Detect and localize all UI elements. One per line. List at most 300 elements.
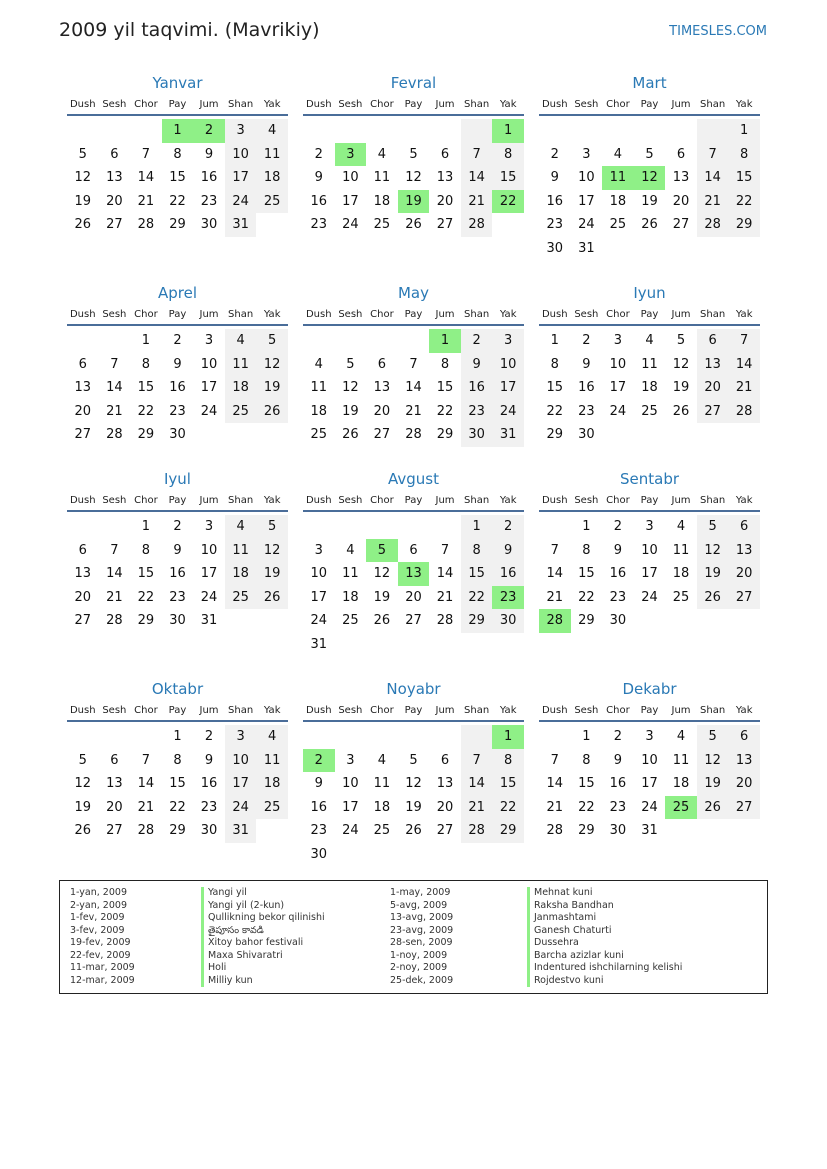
empty-cell	[366, 633, 398, 657]
day-cell: 18	[609, 193, 627, 209]
weekday-header	[303, 490, 524, 512]
day-cell: 19	[74, 193, 92, 209]
day-cell: 20	[436, 193, 454, 209]
empty-cell	[665, 819, 697, 843]
weekday-label: Chor	[370, 99, 394, 110]
month-name: Yanvar	[152, 74, 203, 92]
weekday-label: Dush	[305, 705, 332, 716]
day-cell: 2	[461, 329, 493, 353]
day-cell: 12	[634, 166, 666, 190]
day-cell: 2	[492, 515, 524, 539]
day-grid	[539, 329, 760, 447]
empty-cell	[429, 725, 461, 749]
legend-date: 5-avg, 2009	[390, 899, 448, 911]
month-avgust	[303, 468, 524, 656]
empty-cell	[366, 329, 398, 353]
day-cell: 12	[256, 353, 288, 377]
legend-holiday-name: Mehnat kuni	[527, 887, 682, 900]
day-cell: 4	[676, 729, 686, 744]
day-cell: 12	[405, 170, 422, 185]
day-cell: 26	[697, 586, 729, 610]
weekday-label: Shan	[228, 495, 254, 506]
day-cell: 30	[200, 217, 218, 232]
day-cell: 16	[578, 380, 595, 395]
weekday-label: Dush	[305, 99, 332, 110]
day-cell: 10	[641, 542, 658, 558]
empty-cell	[398, 633, 430, 657]
day-cell: 3	[613, 333, 623, 348]
day-cell: 18	[342, 589, 359, 605]
legend-holiday-name: Milliy kun	[201, 975, 325, 988]
empty-cell	[665, 609, 697, 633]
month-fevral	[303, 72, 524, 237]
day-cell: 19	[672, 380, 690, 395]
day-cell: 11	[373, 170, 391, 185]
day-cell: 27	[697, 400, 729, 424]
day-cell: 11	[641, 356, 658, 372]
weekday-label: Sesh	[102, 495, 127, 506]
weekday-header	[539, 490, 760, 512]
day-cell: 22	[169, 799, 186, 815]
day-cell: 17	[342, 193, 359, 209]
day-cell: 11	[256, 143, 288, 167]
weekday-header	[67, 700, 288, 722]
weekday-label: Dush	[305, 309, 332, 320]
empty-cell	[256, 213, 288, 237]
day-cell: 28	[546, 823, 564, 838]
weekday-label: Yak	[735, 495, 753, 506]
empty-cell	[67, 329, 99, 353]
day-cell: 27	[672, 217, 690, 232]
weekday-label: Chor	[134, 99, 158, 110]
day-cell: 13	[106, 776, 123, 791]
day-cell: 20	[728, 772, 760, 796]
legend-date: 25-dek, 2009	[390, 974, 454, 986]
day-cell: 5	[676, 333, 686, 348]
day-cell: 13	[436, 776, 454, 791]
weekday-label: Sesh	[338, 309, 363, 320]
day-cell: 24	[200, 403, 218, 419]
weekday-label: Shan	[464, 495, 490, 506]
legend-names-left	[201, 887, 325, 987]
day-cell: 19	[256, 562, 288, 586]
day-cell: 23	[169, 589, 186, 605]
weekday-label: Shan	[228, 309, 254, 320]
day-cell: 8	[492, 143, 524, 167]
day-cell: 7	[409, 356, 418, 372]
day-cell: 5	[78, 146, 87, 162]
empty-cell	[67, 119, 99, 143]
day-cell: 19	[405, 799, 422, 815]
day-cell: 9	[461, 353, 493, 377]
weekday-label: Yak	[499, 495, 517, 506]
day-cell: 31	[225, 819, 257, 843]
day-cell: 8	[141, 542, 151, 558]
day-cell: 16	[169, 380, 186, 395]
day-cell: 15	[546, 380, 564, 395]
weekday-label: Yak	[263, 705, 281, 716]
empty-cell	[366, 725, 398, 749]
weekday-header	[67, 94, 288, 116]
weekday-label: Yak	[263, 309, 281, 320]
day-cell: 25	[342, 613, 359, 628]
weekday-label: Pay	[640, 309, 659, 320]
day-cell: 21	[405, 403, 422, 419]
day-cell: 28	[461, 213, 493, 237]
day-cell: 17	[342, 799, 359, 815]
day-cell: 1	[728, 119, 760, 143]
day-cell: 17	[200, 380, 218, 395]
site-link[interactable]: TIMESLES.COM	[669, 24, 767, 39]
day-cell: 10	[200, 356, 218, 372]
day-cell: 4	[377, 752, 387, 768]
weekday-label: Dush	[541, 309, 568, 320]
day-cell: 9	[550, 170, 559, 185]
day-cell: 30	[609, 613, 627, 628]
day-cell: 5	[645, 146, 654, 162]
day-cell: 24	[225, 796, 257, 820]
day-cell: 26	[342, 427, 359, 442]
day-cell: 22	[492, 796, 524, 820]
day-cell: 10	[310, 566, 328, 581]
day-cell: 31	[200, 613, 218, 628]
day-grid	[67, 119, 288, 237]
empty-cell	[99, 329, 131, 353]
day-cell: 5	[256, 329, 288, 353]
weekday-label: Sesh	[102, 309, 127, 320]
weekday-label: Dush	[541, 99, 568, 110]
day-cell: 30	[492, 609, 524, 633]
day-cell: 13	[697, 353, 729, 377]
empty-cell	[571, 119, 603, 143]
day-cell: 27	[106, 217, 123, 232]
legend-holiday-name: Yangi yil (2-kun)	[201, 900, 325, 913]
day-cell: 2	[314, 146, 323, 162]
weekday-label: Chor	[606, 495, 630, 506]
day-cell: 29	[436, 427, 454, 442]
empty-cell	[728, 609, 760, 633]
day-cell: 21	[461, 796, 493, 820]
day-cell: 16	[310, 799, 328, 815]
day-cell: 16	[609, 566, 627, 581]
day-cell: 15	[169, 776, 186, 791]
day-cell: 1	[173, 729, 182, 744]
day-cell: 18	[225, 562, 257, 586]
day-grid	[67, 725, 288, 843]
day-cell: 29	[492, 819, 524, 843]
empty-cell	[303, 119, 335, 143]
day-cell: 17	[492, 376, 524, 400]
day-cell: 25	[641, 403, 658, 419]
day-cell: 20	[106, 193, 123, 209]
legend-holiday-name: తైపూసం కావడి	[201, 925, 325, 938]
day-cell: 6	[409, 542, 418, 558]
day-cell: 9	[314, 170, 323, 185]
day-cell: 3	[225, 725, 257, 749]
day-cell: 23	[169, 403, 186, 419]
legend-holiday-name: Xitoy bahor festivali	[201, 937, 325, 950]
empty-cell	[193, 423, 225, 447]
day-cell: 19	[641, 193, 658, 209]
empty-cell	[225, 609, 257, 633]
day-cell: 25	[672, 589, 690, 605]
legend-holiday-name: Qullikning bekor qilinishi	[201, 912, 325, 925]
day-cell: 17	[641, 776, 658, 791]
day-cell: 22	[137, 403, 155, 419]
day-cell: 8	[461, 539, 493, 563]
weekday-label: Shan	[700, 705, 726, 716]
day-cell: 31	[578, 240, 595, 256]
empty-cell	[429, 633, 461, 657]
weekday-label: Jum	[671, 495, 691, 506]
month-noyabr	[303, 678, 524, 866]
weekday-label: Dush	[69, 495, 96, 506]
day-cell: 13	[74, 380, 92, 395]
empty-cell	[634, 609, 666, 633]
weekday-label: Jum	[199, 309, 219, 320]
day-cell: 9	[204, 146, 214, 162]
day-cell: 4	[613, 146, 623, 162]
day-cell: 26	[256, 586, 288, 610]
legend-dates-right	[390, 887, 453, 987]
day-cell: 18	[310, 403, 328, 419]
weekday-label: Pay	[168, 99, 187, 110]
day-cell: 14	[405, 380, 422, 395]
day-cell: 23	[461, 400, 493, 424]
day-cell: 15	[728, 166, 760, 190]
day-cell: 19	[398, 190, 430, 214]
legend-holiday-name: Maxa Shivaratri	[201, 950, 325, 963]
day-cell: 2	[303, 749, 335, 773]
day-cell: 18	[672, 776, 690, 791]
day-cell: 1	[582, 519, 591, 534]
day-cell: 9	[613, 752, 623, 768]
day-cell: 8	[173, 752, 182, 768]
empty-cell	[335, 119, 367, 143]
day-cell: 28	[461, 819, 493, 843]
empty-cell	[697, 119, 729, 143]
day-grid	[303, 329, 524, 447]
empty-cell	[67, 515, 99, 539]
day-cell: 5	[256, 515, 288, 539]
empty-cell	[728, 237, 760, 261]
day-cell: 27	[728, 796, 760, 820]
day-cell: 30	[546, 240, 564, 256]
legend-date: 3-fev, 2009	[70, 924, 125, 936]
day-cell: 4	[346, 542, 355, 558]
weekday-label: Pay	[640, 705, 659, 716]
day-cell: 9	[314, 776, 323, 791]
day-cell: 24	[641, 799, 658, 815]
day-cell: 15	[492, 772, 524, 796]
day-cell: 14	[137, 776, 155, 791]
day-cell: 23	[609, 589, 627, 605]
day-cell: 15	[578, 566, 595, 581]
day-cell: 23	[609, 799, 627, 815]
day-cell: 20	[74, 589, 92, 605]
day-cell: 17	[200, 566, 218, 581]
weekday-label: Dush	[541, 705, 568, 716]
day-cell: 4	[225, 329, 257, 353]
weekday-label: Pay	[404, 99, 423, 110]
weekday-label: Jum	[671, 309, 691, 320]
month-aprel	[67, 282, 288, 447]
day-cell: 24	[641, 589, 658, 605]
day-cell: 21	[106, 589, 123, 605]
empty-cell	[602, 423, 634, 447]
day-cell: 25	[373, 823, 391, 838]
empty-cell	[398, 843, 430, 867]
day-cell: 13	[436, 170, 454, 185]
day-cell: 9	[582, 356, 591, 372]
legend-date: 11-mar, 2009	[70, 962, 135, 973]
day-cell: 27	[436, 217, 454, 232]
legend-holiday-name: Janmashtami	[527, 912, 682, 925]
day-cell: 24	[578, 217, 595, 232]
day-cell: 5	[697, 515, 729, 539]
day-grid	[539, 515, 760, 633]
day-cell: 7	[440, 542, 450, 558]
weekday-label: Pay	[404, 309, 423, 320]
weekday-label: Yak	[499, 705, 517, 716]
day-cell: 18	[256, 166, 288, 190]
day-cell: 13	[672, 170, 690, 185]
weekday-label: Sesh	[102, 99, 127, 110]
holiday-legend	[59, 880, 768, 994]
day-cell: 5	[346, 356, 355, 372]
empty-cell	[429, 515, 461, 539]
day-cell: 20	[106, 799, 123, 815]
empty-cell	[461, 119, 493, 143]
day-cell: 19	[256, 376, 288, 400]
day-cell: 24	[342, 217, 359, 232]
day-cell: 4	[256, 119, 288, 143]
weekday-label: Chor	[606, 705, 630, 716]
legend-date: 2-noy, 2009	[390, 962, 448, 973]
day-cell: 28	[405, 427, 422, 442]
empty-cell	[366, 119, 398, 143]
month-name: Iyul	[164, 470, 191, 488]
empty-cell	[634, 423, 666, 447]
day-cell: 12	[74, 776, 92, 791]
weekday-label: Pay	[640, 495, 659, 506]
empty-cell	[602, 237, 634, 261]
day-cell: 11	[373, 776, 391, 791]
month-oktabr	[67, 678, 288, 843]
day-cell: 3	[204, 333, 214, 348]
day-cell: 28	[137, 823, 155, 838]
weekday-label: Jum	[435, 495, 455, 506]
empty-cell	[665, 237, 697, 261]
day-cell: 6	[78, 356, 87, 372]
day-cell: 19	[342, 403, 359, 419]
day-cell: 11	[256, 749, 288, 773]
day-cell: 8	[582, 542, 591, 558]
empty-cell	[366, 843, 398, 867]
day-cell: 27	[74, 613, 92, 628]
month-iyul	[67, 468, 288, 633]
day-cell: 20	[728, 562, 760, 586]
day-cell: 27	[436, 823, 454, 838]
weekday-label: Chor	[606, 309, 630, 320]
day-cell: 8	[440, 356, 450, 372]
month-name: May	[397, 284, 429, 302]
empty-cell	[429, 119, 461, 143]
day-cell: 28	[697, 213, 729, 237]
empty-cell	[634, 237, 666, 261]
day-cell: 17	[225, 166, 257, 190]
day-cell: 7	[141, 146, 151, 162]
month-mart	[539, 72, 760, 260]
day-cell: 11	[342, 566, 359, 581]
weekday-label: Sesh	[338, 99, 363, 110]
empty-cell	[130, 725, 162, 749]
weekday-label: Sesh	[338, 705, 363, 716]
day-cell: 22	[436, 403, 454, 419]
empty-cell	[665, 119, 697, 143]
empty-cell	[697, 819, 729, 843]
day-cell: 25	[609, 217, 627, 232]
legend-holiday-name: Rojdestvo kuni	[527, 975, 682, 988]
day-cell: 5	[78, 752, 87, 768]
day-cell: 1	[582, 729, 591, 744]
day-cell: 24	[492, 400, 524, 424]
day-cell: 3	[346, 752, 355, 768]
day-cell: 16	[200, 776, 218, 791]
day-cell: 1	[141, 519, 151, 534]
day-cell: 14	[546, 566, 564, 581]
day-cell: 22	[137, 589, 155, 605]
legend-holiday-name: Yangi yil	[201, 887, 325, 900]
weekday-label: Shan	[228, 99, 254, 110]
day-cell: 16	[492, 562, 524, 586]
weekday-label: Pay	[168, 495, 187, 506]
day-cell: 9	[613, 542, 623, 558]
month-name: Sentabr	[619, 470, 680, 488]
day-cell: 4	[225, 515, 257, 539]
day-cell: 31	[641, 823, 658, 838]
empty-cell	[67, 725, 99, 749]
empty-cell	[492, 633, 524, 657]
weekday-label: Jum	[671, 705, 691, 716]
day-cell: 28	[539, 609, 571, 633]
day-cell: 11	[672, 752, 690, 768]
day-cell: 9	[204, 752, 214, 768]
day-cell: 3	[204, 519, 214, 534]
weekday-label: Pay	[168, 705, 187, 716]
weekday-label: Yak	[735, 705, 753, 716]
day-cell: 29	[137, 427, 155, 442]
month-name: Mart	[632, 74, 667, 92]
weekday-header	[303, 94, 524, 116]
day-cell: 14	[697, 166, 729, 190]
weekday-label: Yak	[735, 309, 753, 320]
day-cell: 27	[728, 586, 760, 610]
day-cell: 26	[672, 403, 690, 419]
empty-cell	[335, 843, 367, 867]
day-cell: 6	[110, 146, 119, 162]
weekday-header	[67, 304, 288, 326]
day-cell: 10	[492, 353, 524, 377]
day-cell: 22	[546, 403, 564, 419]
day-cell: 23	[578, 403, 595, 419]
day-grid	[303, 725, 524, 866]
weekday-label: Shan	[700, 99, 726, 110]
day-cell: 2	[550, 146, 559, 162]
empty-cell	[335, 725, 367, 749]
day-cell: 16	[461, 376, 493, 400]
empty-cell	[366, 515, 398, 539]
